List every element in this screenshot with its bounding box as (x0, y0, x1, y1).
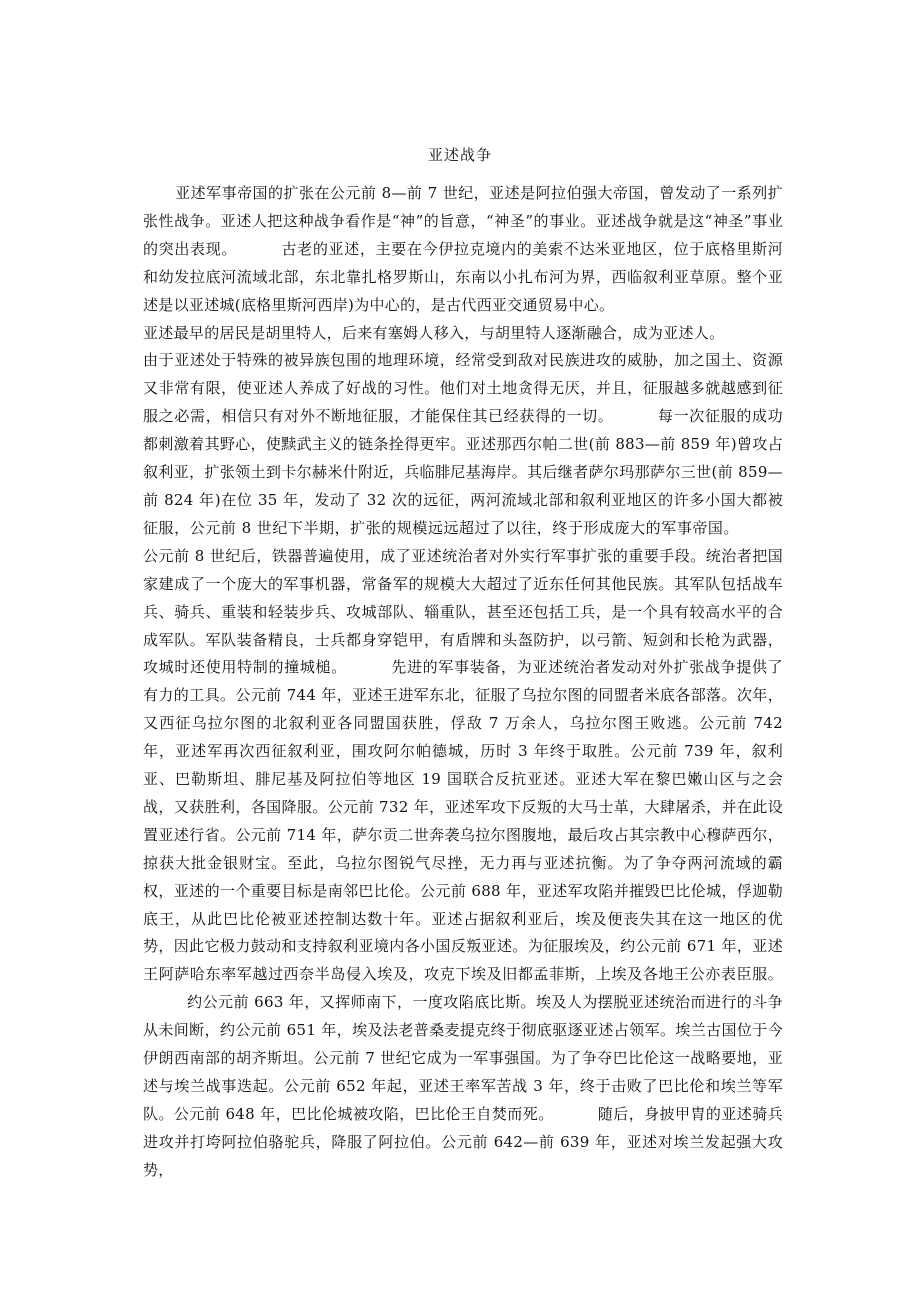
paragraph-9: 随后，身披甲胄的亚述骑兵进攻并打垮阿拉伯骆驼兵，降服了阿拉伯。公元前 642—前 639 年，亚述对埃兰发起强大攻势， (143, 1104, 783, 1179)
paragraph-6: 公元前 8 世纪后，铁器普遍使用，成了亚述统治者对外实行军事扩张的重要手段。统治者把国家建成了一个庞大的军事机器，常备军的规模大大超过了近东任何其他民族。其军队包括战车兵、骑兵、重装和轻装步兵、攻城部队、辎重队，甚至还包括工兵，是一个具有较高水平的合成军队。军队装备精良，士兵都身穿铠甲，有盾牌和头盔防护，以弓箭、短剑和长枪为武器，攻城时还使用特制的撞城槌。 (143, 546, 783, 677)
paragraph-3: 亚述最早的居民是胡里特人，后来有塞姆人移入，与胡里特人逐渐融合，成为亚述人。 (143, 323, 725, 342)
paragraph-2: 古老的亚述，主要在今伊拉克境内的美索不达米亚地区，位于底格里斯河和幼发拉底河流域北部，东北靠扎格罗斯山，东南以小扎布河为界，西临叙利亚草原。整个亚述是以亚述城(底格里斯河西岸)为中心的，是古代西亚交通贸易中心。 (143, 239, 783, 314)
paragraph-5: 每一次征服的成功都刺激着其野心，使黩武主义的链条拴得更牢。亚述那西尔帕二世(前 883—前 859 年)曾攻占叙利亚，扩张领土到卡尔赫米什附近，兵临腓尼基海岸。其后继者萨尔玛那萨尔三世(前 859—前 824 年)在位 35 年，发动了 32 次的远征，两河流域北部和叙利亚地区的许多小国大都被征服，公元前 8 世纪下半期，扩张的规模远远超过了以往，终于形成庞大的军事帝国。 (143, 407, 783, 537)
paragraph-1: 亚述军事帝国的扩张在公元前 8—前 7 世纪，亚述是阿拉伯强大帝国，曾发动了一系列扩张性战争。亚述人把这种战争看作是“神”的旨意，“神圣”的事业。亚述战争就是这“神圣”事业的突出表现。 (143, 184, 783, 258)
document-title: 亚述战争 (427, 146, 492, 164)
paragraph-4: 由于亚述处于特殊的被异族包围的地理环境，经常受到敌对民族进攻的威胁，加之国土、资源又非常有限，使亚述人养成了好战的习性。他们对土地贪得无厌，并且，征服越多就越感到征服之必需，相信只有对外不断地征服，才能保住其已经获得的一切。 (143, 351, 783, 426)
document-body (143, 180, 783, 1185)
paragraph-8: 约公元前 663 年，又挥师南下，一度攻陷底比斯。埃及人为摆脱亚述统治而进行的斗争从未间断，约公元前 651 年，埃及法老普桑麦提克终于彻底驱逐亚述占领军。埃兰古国位于今伊朗西南部的胡齐斯坦。公元前 7 世纪它成为一军事强国。为了争夺巴比伦这一战略要地，亚述与埃兰战事迭起。公元前 652 年起，亚述王率军苦战 3 年，终于击败了巴比伦和埃兰等军队。公元前 648 年，巴比伦城被攻陷，巴比伦王自焚而死。 (143, 993, 783, 1123)
paragraph-7: 先进的军事装备，为亚述统治者发动对外扩张战争提供了有力的工具。公元前 744 年，亚述王进军东北，征服了乌拉尔图的同盟者米底各部落。次年，又西征乌拉尔图的北叙利亚各同盟国获胜，俘敌 7 万余人，乌拉尔图王败逃。公元前 742 年，亚述军再次西征叙利亚，围攻阿尔帕德城，历时 3 年终于取胜。公元前 739 年，叙利亚、巴勒斯坦、腓尼基及阿拉伯等地区 19 国联合反抗亚述。亚述大军在黎巴嫩山区与之会战，又获胜利，各国降服。公元前 732 年，亚述军攻下反叛的大马士革，大肆屠杀，并在此设置亚述行省。公元前 714 年，萨尔贡二世奔袭乌拉尔图腹地，最后攻占其宗教中心穆萨西尔，掠获大批金银财宝。至此，乌拉尔图锐气尽挫，无力再与亚述抗衡。为了争夺两河流域的霸权，亚述的一个重要目标是南邻巴比伦。公元前 688 年，亚述军攻陷并摧毁巴比伦城，俘迦勒底王，从此巴比伦被亚述控制达数十年。亚述占据叙利亚后，埃及便丧失其在这一地区的优势，因此它极力鼓动和支持叙利亚境内各小国反叛亚述。为征服埃及，约公元前 671 年，亚述王阿萨哈东率军越过西奈半岛侵入埃及，攻克下埃及旧都孟菲斯，上埃及各地王公亦表臣服。 (143, 658, 783, 984)
